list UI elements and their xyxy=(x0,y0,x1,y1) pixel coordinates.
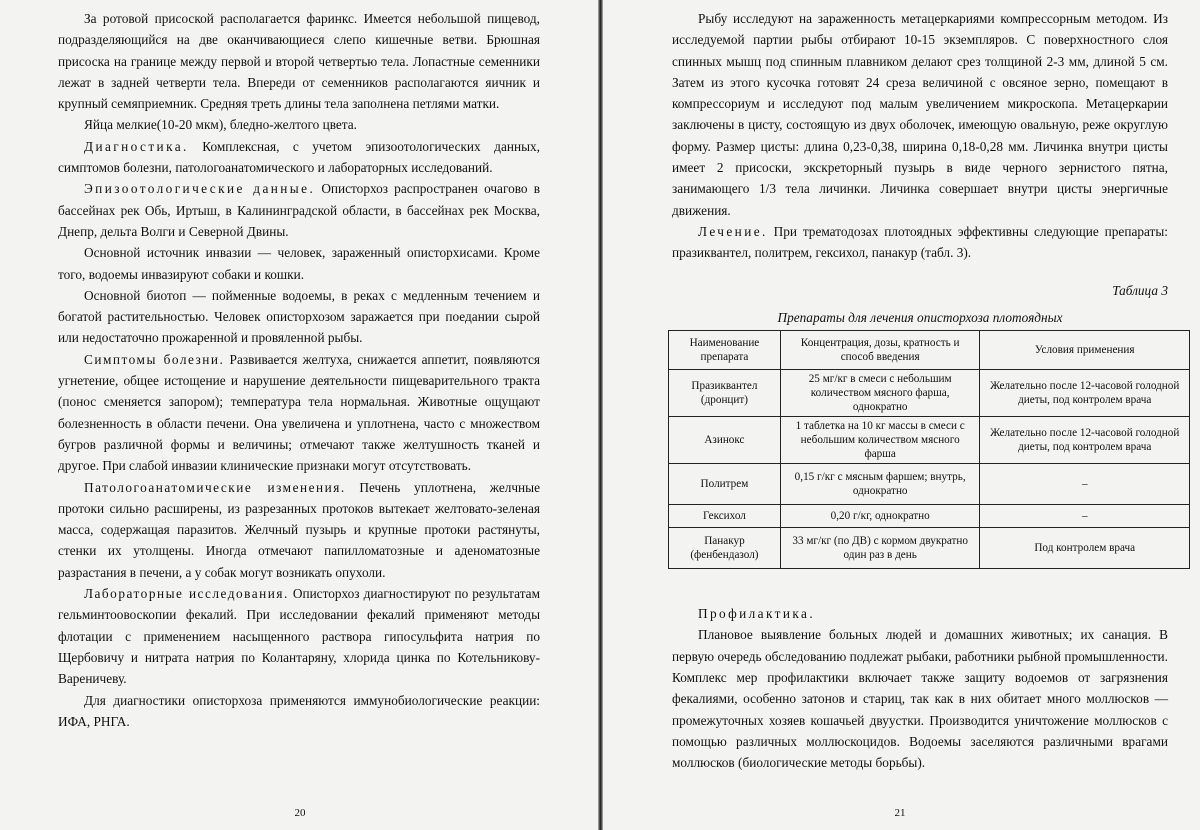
table-row xyxy=(669,505,1190,528)
table-cell: – xyxy=(980,505,1190,528)
table-cell: 25 мг/кг в смеси с небольшим количеством мясного фарша, однократно xyxy=(780,370,980,417)
table-cell: – xyxy=(980,464,1190,505)
table-header-cell: Концентрация, дозы, кратность и способ введения xyxy=(780,331,980,370)
page-number: 21 xyxy=(894,806,906,819)
table-cell: 0,20 г/кг, однократно xyxy=(780,505,980,528)
section-text: Описторхоз диагностируют по результатам гельминтоовоскопии фекалий. При исследовании фекалий применяют методы флотации с применением насыщенного раствора гипосульфита натрия по Щербовичу и нитрата натрия по Колантаряну, хлорида цинка по Котельникову-Вареничеву. xyxy=(58,586,541,687)
table-header-row xyxy=(669,331,1190,370)
section-heading: Эпизоотологические данные. xyxy=(84,181,316,197)
table-row xyxy=(669,370,1190,417)
paragraph: Основной источник инвазии — человек, зараженный описторхисами. Кроме того, водоемы инвазируют собаки и кошки. xyxy=(58,245,540,282)
paragraph: За ротовой присоской располагается фаринкс. Имеется небольшой пищевод, подразделяющийся на две оканчивающиеся слепо кишечные ветви. Брюшная присоска на границе между первой и второй четвертью тела. Лопастные семенники лежат в задней четверти тела. Впереди от семенников располагаются яичник и крупный семяприемник. Средняя треть длины тела заполнена петлями матки. xyxy=(58,11,540,112)
section-heading: Симптомы болезни. xyxy=(84,351,225,367)
table-cell: 0,15 г/кг с мясным фаршем; внутрь, однократно xyxy=(780,464,980,505)
table-row xyxy=(669,464,1190,505)
table-row xyxy=(669,528,1190,569)
table-cell: Под контролем врача xyxy=(980,528,1190,569)
table-title: Препараты для лечения описторхоза плотоядных xyxy=(777,309,1063,325)
paragraph xyxy=(58,178,540,242)
section-heading: Лечение. xyxy=(698,223,768,239)
paragraph xyxy=(58,583,540,689)
right-page xyxy=(600,0,1200,830)
table-header-cell: Наименование препарата xyxy=(669,331,781,370)
paragraph: Плановое выявление больных людей и домашних животных; их санация. В первую очередь обследованию подлежат рыбаки, работники рыбной промышленности. Комплекс мер профилактики включает также защиту водоемов от загрязнения фекалиями, особенно затонов и стариц, так как в них обитает много моллюсков — промежуточных хозяев кошачьей двуустки. Производится уничтожение моллюсков с помощью различных моллюскоцидов. Водоемы заселяются различными врагами моллюсков (биологические методы борьбы). xyxy=(672,627,1168,771)
table-cell: 33 мг/кг (по ДВ) с кормом двукратно один раз в день xyxy=(780,528,980,569)
paragraph xyxy=(58,477,540,583)
section-heading: Лабораторные исследования. xyxy=(84,586,289,602)
table-row xyxy=(669,417,1190,464)
paragraph xyxy=(58,349,540,477)
table-cell: Гексихол xyxy=(669,505,781,528)
table-cell: Празиквантел (дронцит) xyxy=(669,370,781,417)
paragraph: Яйца мелкие(10-20 мкм), бледно-желтого цвета. xyxy=(84,117,357,133)
table-cell: Панакур (фенбендазол) xyxy=(669,528,781,569)
section-text: Развивается желтуха, снижается аппетит, появляются угнетение, общее истощение и нарушение деятельности пищеварительного тракта (понос сменяется запором); температура тела нормальная. Животные ощущают болезненность в области печени. Она увеличена и уплотнена, часто с множеством бугров различной формы и величины; отмечают также желтушность тканей и другое. При слабой инвазии клинические признаки могут отсутствовать. xyxy=(58,351,540,474)
table-cell: Желательно после 12-часовой голодной диеты, под контролем врача xyxy=(980,417,1190,464)
table-cell: Желательно после 12-часовой голодной диеты, под контролем врача xyxy=(980,370,1190,417)
paragraph xyxy=(672,221,1168,264)
section-text: Комплексная, с учетом эпизоотологических данных, симптомов болезни, патологоанатомического и лабораторных исследований. xyxy=(58,138,540,176)
table-cell: Политрем xyxy=(669,464,781,505)
drug-table xyxy=(668,330,1190,569)
section-heading: Диагностика. xyxy=(84,138,189,154)
table-number: Таблица 3 xyxy=(1112,282,1168,298)
paragraph: Рыбу исследуют на зараженность метацеркариями компрессорным методом. Из исследуемой партии рыбы отбирают 10-15 экземпляров. С поверхностного слоя спинных мышц под спинным плавником делают срез толщиной 2-3 мм, длиной 5 см. Затем из этого кусочка готовят 24 среза величиной с овсяное зерно, помещают в компрессориум и исследуют под малым увеличением микроскопа. Метацеркарии заключены в цисту, состоящую из двух оболочек, имеющую овальную, реже округлую форму. Размер цисты: длина 0,23-0,38, ширина 0,18-0,28 мм. Личинка внутри цисты имеет 2 присоски, экскреторный пузырь в виде черного зернистого пятна, занимающего 1/3 тела личинки. Личинка совершает внутри цисты энергичные движения. xyxy=(672,11,1168,218)
section-heading: Профилактика. xyxy=(698,606,816,622)
paragraph: Основной биотоп — пойменные водоемы, в реках с медленным течением и богатой растительностью. Человек описторхозом заражается при поедании сырой или недостаточно прожаренной и провяленной рыбы. xyxy=(58,287,540,346)
table-cell: 1 таблетка на 10 кг массы в смеси с небольшим количеством мясного фарша xyxy=(780,417,980,464)
table-cell: Азинокс xyxy=(669,417,781,464)
paragraph xyxy=(58,136,540,179)
page-number: 20 xyxy=(294,806,306,819)
section-text: Печень уплотнена, желчные протоки сильно расширены, из разрезанных протоков вытекает желтовато-зеленая масса, содержащая паразитов. Желчный пузырь и крупные протоки растянуты, стенки их утолщены. Иногда отмечают папилломатозные и аденоматозные разрастания в печени, а у собак могут возникать опухоли. xyxy=(58,479,540,580)
paragraph: Для диагностики описторхоза применяются иммунобиологические реакции: ИФА, РНГА. xyxy=(58,692,540,729)
section-heading: Патологоанатомические изменения. xyxy=(84,479,346,495)
table-header-cell: Условия применения xyxy=(980,331,1190,370)
section-text: При трематодозах плотоядных эффективны следующие препараты: празиквантел, политрем, гексихол, панакур (табл. 3). xyxy=(672,223,1168,261)
section-text: Описторхоз распространен очагово в бассейнах рек Обь, Иртыш, в Калининградской области, в бассейнах рек Москва, Днепр, дельта Волги и Северной Двины. xyxy=(58,181,540,239)
